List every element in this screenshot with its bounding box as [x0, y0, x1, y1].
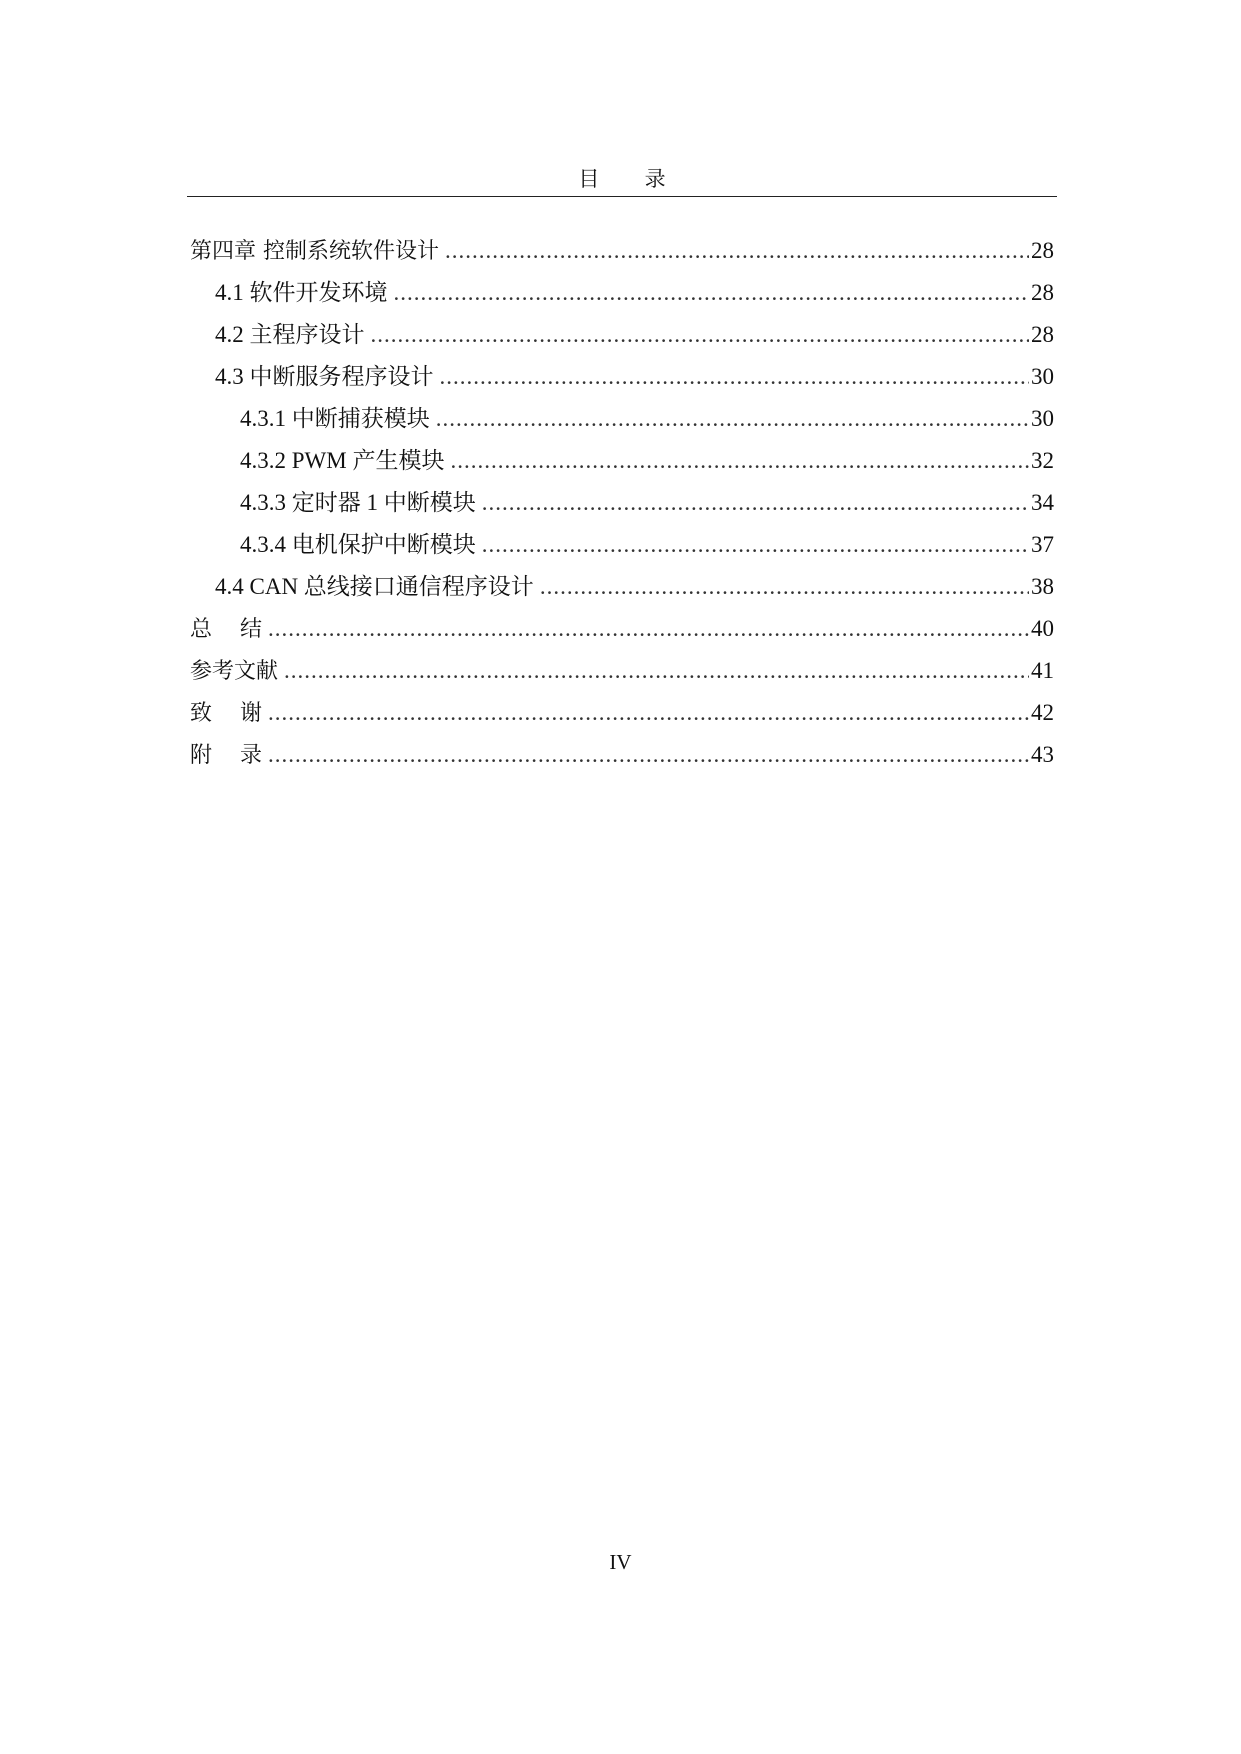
toc-leader-dots [268, 692, 1029, 734]
page-title: 目 录 [578, 167, 686, 191]
toc-entry-4-2[interactable] [190, 314, 1054, 356]
toc-entry-4-3-3[interactable] [190, 482, 1054, 524]
toc-entry-references[interactable] [190, 650, 1054, 692]
toc-entry-title: 4.3 中断服务程序设计 [215, 364, 434, 389]
toc-leader-dots [284, 650, 1029, 692]
toc-entry-page: 34 [1031, 490, 1054, 515]
table-of-contents [190, 230, 1054, 776]
toc-entry-4-3-4[interactable] [190, 524, 1054, 566]
toc-entry-title: 总 结 [190, 617, 262, 642]
toc-entry-page: 38 [1031, 574, 1054, 599]
toc-entry-title: 4.2 主程序设计 [215, 322, 365, 347]
toc-entry-chapter-4[interactable] [190, 230, 1054, 272]
toc-leader-dots [268, 608, 1029, 650]
toc-entry-page: 30 [1031, 364, 1054, 389]
toc-leader-dots [436, 398, 1029, 440]
toc-entry-page: 32 [1031, 448, 1054, 473]
page-number: IV [609, 1550, 632, 1574]
toc-entry-title: 4.3.3 定时器 1 中断模块 [240, 490, 476, 515]
toc-entry-page: 28 [1031, 280, 1054, 305]
toc-entry-title: 4.3.1 中断捕获模块 [240, 406, 430, 431]
toc-entry-appendix[interactable] [190, 734, 1054, 776]
toc-entry-4-3-2[interactable] [190, 440, 1054, 482]
toc-entry-4-3[interactable] [190, 356, 1054, 398]
toc-entry-title: 致 谢 [190, 701, 262, 726]
toc-entry-title: 第四章 控制系统软件设计 [190, 239, 439, 264]
toc-entry-title: 4.3.2 PWM 产生模块 [240, 448, 445, 473]
toc-entry-acknowledgements[interactable] [190, 692, 1054, 734]
toc-leader-dots [540, 566, 1029, 608]
toc-leader-dots [394, 272, 1030, 314]
toc-entry-title: 参考文献 [190, 659, 279, 684]
page-header [187, 164, 1057, 197]
toc-leader-dots [445, 230, 1029, 272]
toc-leader-dots [371, 314, 1030, 356]
toc-entry-4-4[interactable] [190, 566, 1054, 608]
toc-entry-title: 4.3.4 电机保护中断模块 [240, 532, 476, 557]
toc-leader-dots [268, 734, 1029, 776]
toc-entry-page: 42 [1031, 700, 1054, 725]
toc-leader-dots [450, 440, 1029, 482]
toc-entry-page: 28 [1031, 238, 1054, 263]
toc-entry-page: 43 [1031, 742, 1054, 767]
toc-entry-title: 4.4 CAN 总线接口通信程序设计 [215, 574, 534, 599]
toc-entry-page: 30 [1031, 406, 1054, 431]
toc-entry-page: 37 [1031, 532, 1054, 557]
toc-leader-dots [482, 524, 1029, 566]
toc-entry-page: 41 [1031, 658, 1054, 683]
toc-entry-4-1[interactable] [190, 272, 1054, 314]
toc-entry-page: 40 [1031, 616, 1054, 641]
toc-entry-title: 附 录 [190, 743, 262, 768]
toc-entry-page: 28 [1031, 322, 1054, 347]
toc-entry-title: 4.1 软件开发环境 [215, 280, 388, 305]
toc-entry-conclusion[interactable] [190, 608, 1054, 650]
toc-leader-dots [482, 482, 1029, 524]
toc-entry-4-3-1[interactable] [190, 398, 1054, 440]
toc-leader-dots [440, 356, 1030, 398]
